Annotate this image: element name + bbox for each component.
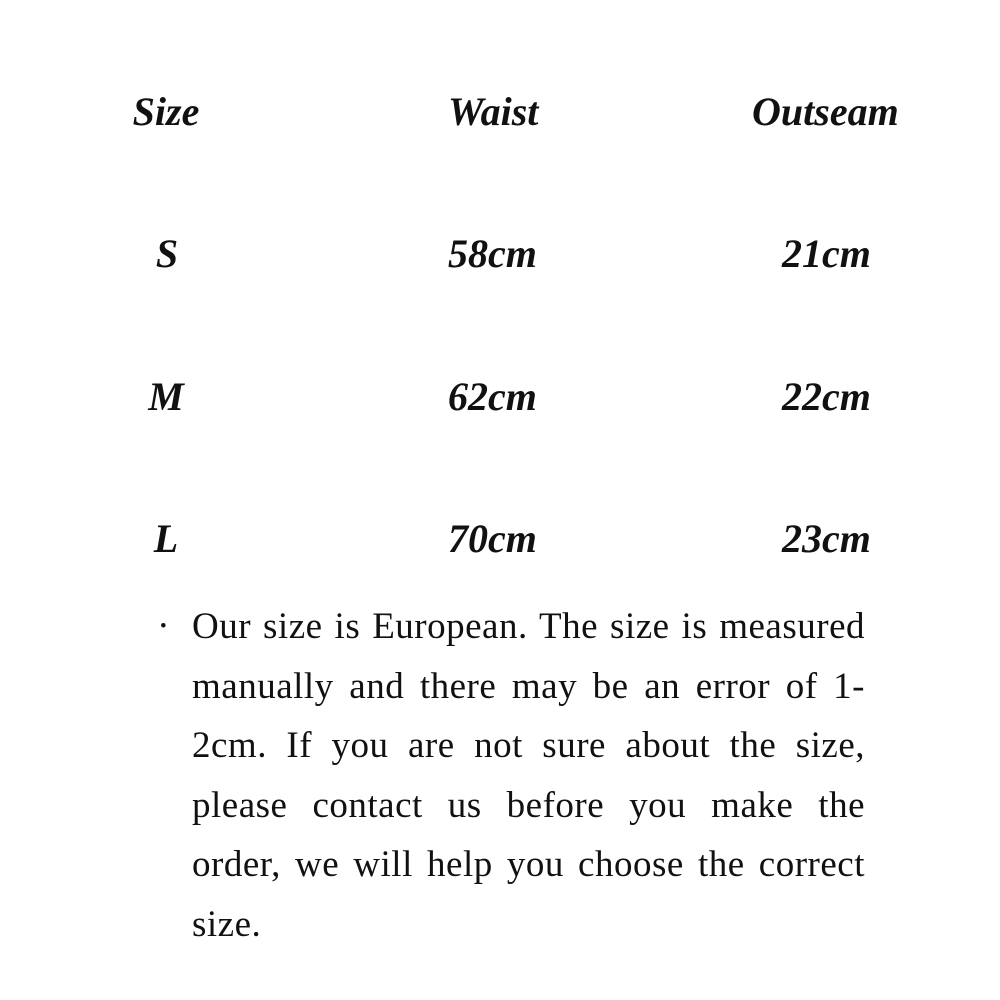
header-waist: Waist	[448, 89, 539, 134]
row-m-size: M	[148, 374, 184, 419]
size-note-text: Our size is European. The size is measured manually and there may be an error of 1-2cm. If you are not sure about the size, please contact us before you make the order, we will help you choose the correct size.	[192, 606, 865, 945]
row-m-outseam: 22cm	[782, 374, 871, 419]
header-size: Size	[132, 89, 200, 134]
row-s-size: S	[155, 231, 179, 276]
header-outseam: Outseam	[752, 89, 899, 134]
bullet-point: ·	[157, 605, 170, 647]
size-note	[157, 597, 869, 954]
row-s-waist: 58cm	[448, 231, 537, 276]
row-m-waist: 62cm	[448, 374, 537, 419]
row-l-waist: 70cm	[448, 516, 537, 561]
row-s-outseam: 21cm	[782, 231, 871, 276]
row-l-outseam: 23cm	[782, 516, 871, 561]
row-l-size: L	[153, 516, 179, 561]
